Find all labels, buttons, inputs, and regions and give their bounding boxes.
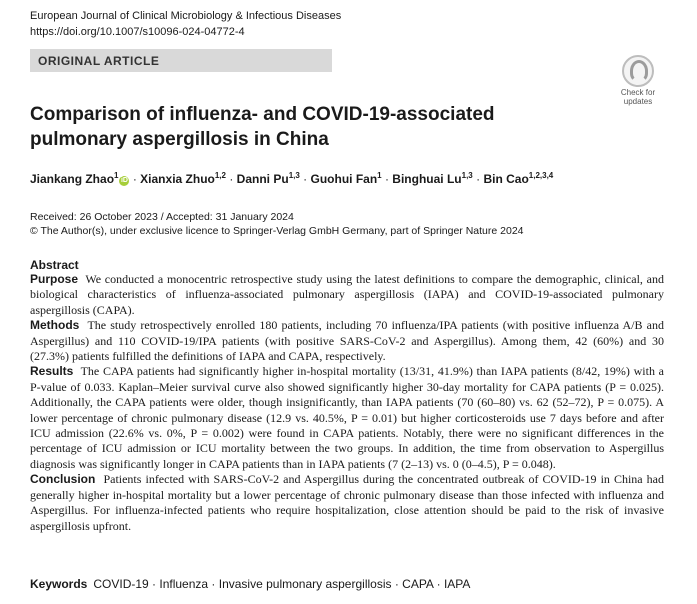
section-label: Purpose xyxy=(30,272,79,286)
abstract-heading: Abstract xyxy=(30,258,79,272)
doi-link[interactable]: https://doi.org/10.1007/s10096-024-04772-4 xyxy=(30,26,245,38)
section-text: The study retrospectively enrolled 180 patients, including 70 influenza/IPA patients (with positive influenza A/B and Aspergillus) and 110 COVID-19/IPA patients (with positive SARS-CoV-2 and Aspergillus). Among them, 42 (60%) and 30 (27.3%) patients fulfilled the definitions of IAPA and CAPA, respectively. xyxy=(30,318,664,364)
author-name[interactable]: Jiankang Zhao xyxy=(30,172,115,186)
abstract-conclusion xyxy=(30,472,664,534)
abstract-results xyxy=(30,364,664,472)
check-updates-line2: updates xyxy=(623,97,653,106)
article-title: Comparison of influenza- and COVID-19-associated pulmonary aspergillosis in China xyxy=(30,104,495,150)
author-affiliation: 1,2 xyxy=(214,171,226,180)
abstract-body xyxy=(30,272,664,534)
keywords-label: Keywords xyxy=(30,577,88,591)
orcid-icon[interactable]: iD xyxy=(120,177,128,184)
journal-name: European Journal of Clinical Microbiology & Infectious Diseases xyxy=(30,10,342,22)
author-name[interactable]: Bin Cao xyxy=(483,172,529,186)
abstract-methods xyxy=(30,318,664,364)
author-affiliation: 1,2,3,4 xyxy=(528,171,554,180)
check-updates-line1: Check for xyxy=(620,88,656,97)
section-text: The CAPA patients had significantly higher in-hospital mortality (13/31, 41.9%) than IAPA patients (8/42, 19%) with a P-value of 0.033. Kaplan–Meier survival curve also showed significantly higher 30-day mortality for CAPA patients (P = 0.025). Additionally, the CAPA patients were older, though insignificantly, than IAPA patients (70 (60–80) vs. 62 (52–72), P = 0.075). A lower percentage of chronic pulmonary disease (12.9 vs. 40.5%, P = 0.01) but higher corticosteroids use 7 days before and after ICU admission (22.6% vs. 0%, P = 0.002) were found in CAPA patients. Notably, there were no significant differences in the percentage of ICU admission or ICU mortality between the two groups. In addition, the time from observation to Aspergillus diagnosis was significantly longer in CAPA patients than in IAPA patients (7 (2–13) vs. 0 (0–4.5), P = 0.048). xyxy=(30,364,664,471)
copyright-notice: © The Author(s), under exclusive licence to Springer-Verlag GmbH Germany, part of Springer Nature 2024 xyxy=(30,225,524,237)
check-updates-icon xyxy=(622,55,654,87)
author-name[interactable]: Binghuai Lu xyxy=(392,172,462,186)
author-affiliation: 1 xyxy=(377,171,382,180)
author-name[interactable]: Danni Pu xyxy=(236,172,289,186)
author-affiliation: 1 xyxy=(114,171,119,180)
keywords-text: COVID-19 · Influenza · Invasive pulmonary aspergillosis · CAPA · IAPA xyxy=(93,577,471,591)
article-type-bar xyxy=(30,49,332,72)
section-label: Methods xyxy=(30,318,80,333)
author-name[interactable]: Guohui Fan xyxy=(310,172,378,186)
article-type-label: ORIGINAL ARTICLE xyxy=(38,54,160,68)
author-name[interactable]: Xianxia Zhuo xyxy=(140,172,215,186)
abstract-purpose xyxy=(30,272,664,318)
keywords-line xyxy=(30,577,470,592)
section-label: Conclusion xyxy=(30,472,96,487)
check-for-updates-button[interactable] xyxy=(616,55,660,106)
author-affiliation: 1,3 xyxy=(461,171,473,180)
section-text: We conducted a monocentric retrospective study using the latest definitions to compare the demographic, clinical, and biological characteristics of influenza-associated pulmonary aspergillosis (IAPA) and COVID-19-associated pulmonary aspergillosis (CAPA). xyxy=(30,272,664,317)
section-label: Results xyxy=(30,364,74,379)
author-list: Jiankang Zhao$^1$iD · Xianxia Zhuo$^{1,2}$ · Danni Pu$^{1,3}$ · Guohui Fan$^1$ · Binghuai Lu$^{1,3}$ · Bin Cao$^{1,2,3,4}$ xyxy=(30,171,554,186)
received-dates: Received: 26 October 2023 / Accepted: 31 January 2024 xyxy=(30,211,294,223)
section-text: Patients infected with SARS-CoV-2 and Aspergillus during the concentrated outbreak of COVID-19 in China had generally higher in-hospital mortality but a lower percentage of chronic pulmonary disease than those infected with influenza and Aspergillus. For influenza-infected patients who require hospitalization, close attention should be paid to the risk of invasive aspergillosis upfront. xyxy=(30,472,664,533)
author-affiliation: 1,3 xyxy=(288,171,300,180)
